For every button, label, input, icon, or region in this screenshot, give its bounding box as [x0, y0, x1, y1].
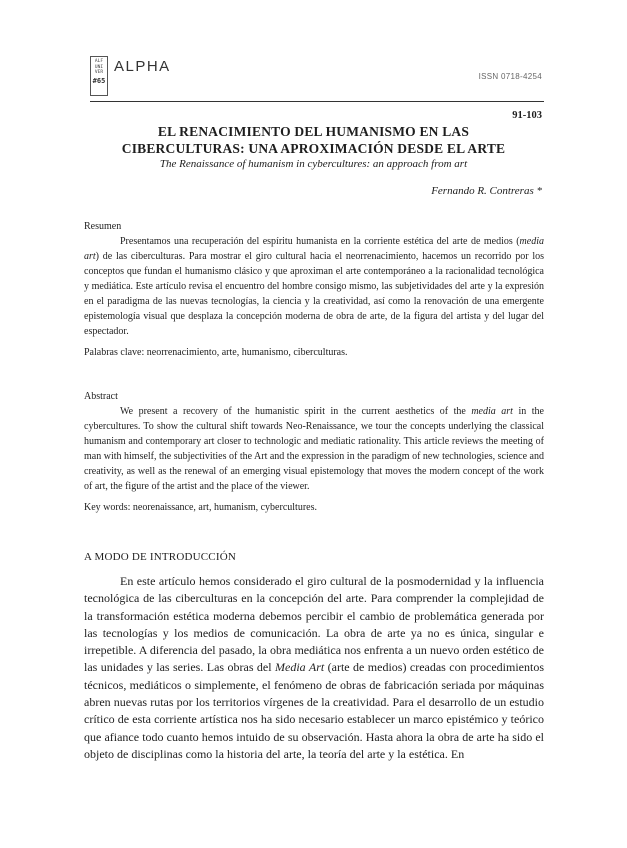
- resumen-text-a: Presentamos una recuperación del espíritu humanista en la corriente estética del arte de medios (: [120, 236, 520, 247]
- resumen-section: [84, 219, 544, 360]
- intro-text-b: (arte de medios) creadas con procedimientos técnicos, mediáticos o simplemente, el fenómeno de obras de fabricación seriada por máquinas abren nuevas rutas por los territorios vírgenes de la creatividad. Para el desarrollo de un estudio crítico de esta corriente artística nos ha sido necesario establecer un marco epistémico y teórico que afiance todo cuanto hemos intuido de su observación. Hasta ahora la obra de arte ha sido el objeto de disciplinas como la historia del arte, la teoría del arte y la estética. En: [84, 660, 544, 761]
- article-title-line2: CIBERCULTURAS: UNA APROXIMACIÓN DESDE EL ARTE: [121, 141, 506, 156]
- intro-heading: A MODO DE INTRODUCCIÓN: [84, 551, 236, 563]
- resumen-text-b: ) de las ciberculturas. Para mostrar el giro cultural hacia el neorrenacimiento, hacemos un recorrido por los conceptos que fundan el humanismo clásico y que aproximan el arte contemporáneo a la racionalidad tecnológica y mediática. Este artículo revisa el encuentro del hombre consigo mismo, las subjetividades del arte y la expresión en el paradigma de las nuevas tecnologías, la ciencia y la creatividad, así como la renovación de una emergente epistemología visual que desplaza la concepción moderna de obra de arte, de la figura del artista y del lugar del espectador.: [84, 251, 544, 337]
- journal-logo: [90, 56, 108, 96]
- page-range: 91-103: [512, 110, 542, 121]
- logo-line: UNI: [94, 64, 104, 70]
- journal-name: ALPHA: [114, 58, 171, 75]
- article-title-line1: EL RENACIMIENTO DEL HUMANISMO EN LAS: [157, 124, 470, 139]
- author-name: Fernando R. Contreras *: [431, 185, 542, 197]
- resumen-text-em: media art: [84, 236, 544, 262]
- header-rule: [90, 101, 544, 102]
- abstract-text-b: in the cybercultures. To show the cultural shift towards Neo-Renaissance, we tour the concepts underlying the classical humanism and contemporary art closer to technologic and mediatic rationality. This article reviews the meeting of man with himself, the subjectivities of the Art and the expression in the paradigm of new technologies, science and creativity, as well as the renewal of an emerging visual epistemology that moves the modern concept of the work of art, the figure of the artist and the place of the viewer.: [84, 406, 544, 492]
- journal-header: [90, 56, 542, 100]
- abstract-text-a: We present a recovery of the humanistic spirit in the current aesthetics of the: [120, 406, 472, 417]
- issn: ISSN 0718-4254: [478, 72, 542, 81]
- logo-line: VER: [94, 70, 104, 76]
- resumen-label: Resumen: [84, 221, 122, 232]
- abstract-label: Abstract: [84, 391, 118, 402]
- abstract-paragraph: [84, 404, 544, 494]
- article-subtitle: The Renaissance of humanism in cybercultures: an approach from art: [159, 158, 468, 170]
- abstract-keywords: Key words: neorenaissance, art, humanism, cybercultures.: [84, 502, 317, 513]
- resumen-paragraph: [84, 234, 544, 339]
- logo-line: ALF: [94, 59, 104, 64]
- abstract-section: [84, 389, 544, 515]
- intro-text-a: En este artículo hemos considerado el giro cultural de la posmodernidad y la influencia tecnológica de las ciberculturas en la concepción del arte. Para comprender la complejidad de la transformación estética moderna debemos percibir el cambio de problemática generada por las tecnologías y los medios de comunicación. La obra de arte ya no es única, singular e irrepetible. A diferencia del pasado, la obra mediática nos enfrenta a un nuevo orden estético de las unidades y las series. Las obras del: [84, 574, 544, 675]
- resumen-keywords: Palabras clave: neorrenacimiento, arte, humanismo, ciberculturas.: [84, 347, 348, 358]
- intro-paragraph: [84, 573, 544, 763]
- intro-text-em: Media Art: [275, 660, 325, 675]
- logo-number: #65: [92, 76, 106, 85]
- abstract-text-em: media art: [471, 406, 513, 417]
